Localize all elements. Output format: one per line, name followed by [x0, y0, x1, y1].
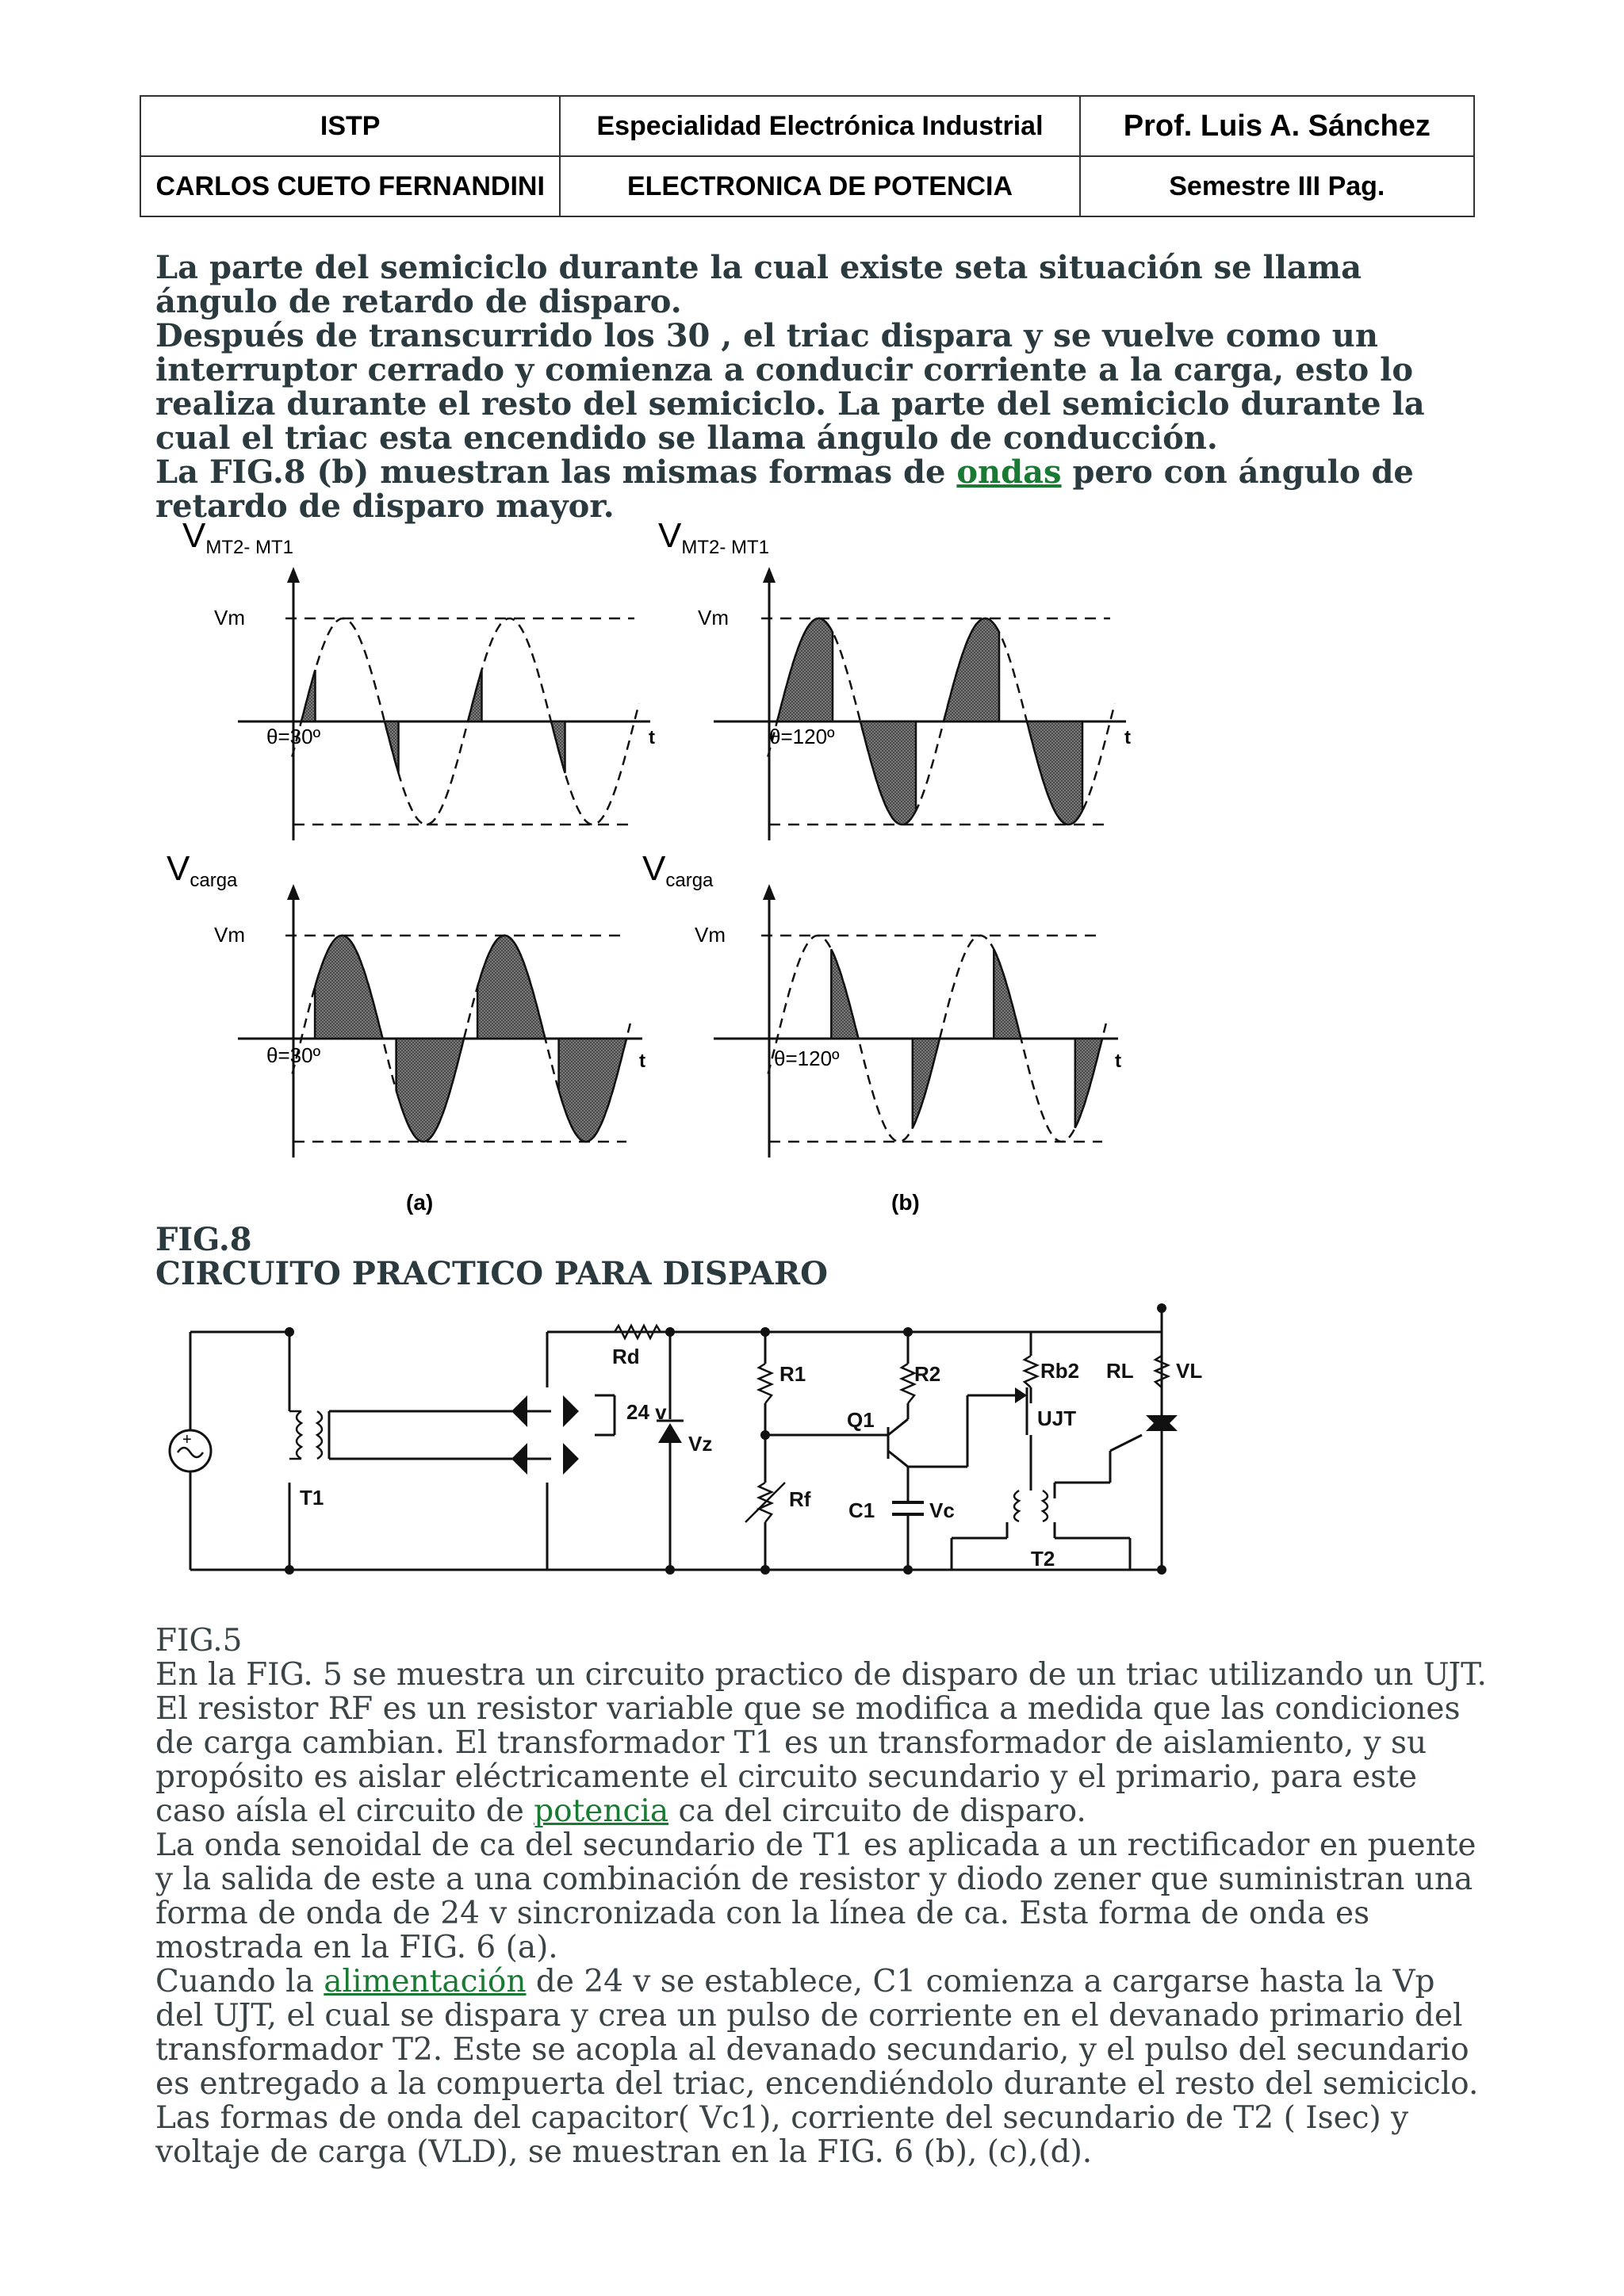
course: ELECTRONICA DE POTENCIA [560, 156, 1079, 216]
waveform-panel-vmt-a [238, 567, 650, 840]
fig5-p1-after: ca del circuito de disparo. [668, 1793, 1086, 1829]
potencia-link[interactable]: potencia [534, 1793, 669, 1829]
label-c1: C1 [848, 1498, 875, 1522]
theta-label-3: θ=30º [266, 1043, 321, 1067]
shaded-region [860, 721, 916, 825]
intro-p2: Después de transcurrido los 30 , el triac dispara y se vuelve como un interruptor cerrado y comienza a conducir corriente a la carga, esto lo realiza durante el resto del semiciclo. La parte del semiciclo durante la cual el triac esta encendido se llama ángulo de conducción. [155, 317, 1425, 457]
y-axis-arrow [287, 884, 300, 900]
y-axis-arrow [763, 884, 776, 900]
semester: Semestre III Pag. [1080, 156, 1474, 216]
circuit-section-title: CIRCUITO PRACTICO PARA DISPARO [155, 1255, 829, 1292]
shaded-region [913, 1039, 940, 1128]
ondas-link[interactable]: ondas [956, 453, 1062, 491]
fig5-p3-after: de 24 v se establece, C1 comienza a cargarse hasta la Vp del UJT, el cual se dispara y crea un pulso de corriente en el devanado primario del transformador T2. Este se acopla al devanado secundario, y el pulso del secundario es entregado a la compuerta del triac, encendiéndolo durante el resto del semiciclo. Las formas de onda del capacitor( Vc1), corriente del secundario de T2 ( Isec) y voltaje de carga (VLD), se muestran en la FIG. 6 (b), (c),(d). [155, 1964, 1479, 2170]
t-label-2: t [1124, 727, 1131, 748]
intro-p3-before: La FIG.8 (b) muestran las mismas formas de [155, 453, 957, 491]
fig8-title: FIG.8 [155, 1221, 252, 1258]
header-table [140, 95, 1475, 217]
label-rl: RL [1106, 1359, 1134, 1383]
y-axis-arrow [763, 567, 776, 583]
label-vc: Vc [929, 1498, 955, 1522]
fig5-p2: La onda senoidal de ca del secundario de T1 es aplicada a un rectificador en puente y la salida de este a una combinación de resistor y diodo zener que suministran una forma de onda de 24 v sincronizada con la línea de ca. Esta forma de onda es mostrada en la FIG. 6 (a). [155, 1827, 1477, 1965]
shaded-region [777, 618, 833, 721]
shaded-region [994, 949, 1021, 1039]
fig5-title: FIG.5 [155, 1623, 243, 1659]
vcarga-label-b: Vcarga [642, 849, 714, 891]
vcarga-label-a: Vcarga [167, 849, 238, 891]
intro-p3-after: pero con ángulo de retardo de disparo mayor. [155, 453, 1414, 525]
vm-label-2: Vm [698, 606, 729, 629]
t-label-3: t [639, 1050, 645, 1072]
intro-p3 [155, 455, 1488, 523]
fig5-p1 [155, 1658, 1488, 1828]
theta-label-2: θ=120º [769, 725, 835, 748]
vm-label-4: Vm [695, 923, 726, 947]
theta-label-4: θ=120º [774, 1047, 840, 1070]
fig8-waveforms [151, 523, 1166, 1221]
svg-text:+: + [182, 1431, 192, 1448]
label-rd: Rd [612, 1345, 640, 1368]
shaded-region [468, 670, 482, 721]
fig5-circuit [159, 1292, 1221, 1617]
label-r1: R1 [779, 1362, 806, 1386]
caption-a: (a) [406, 1190, 434, 1215]
waveform-panel-vcarga-b [714, 884, 1118, 1158]
label-24v: 24 v [626, 1400, 667, 1424]
fig5-p1-before: En la FIG. 5 se muestra un circuito practico de disparo de un triac utilizando un UJT. El resistor RF es un resistor variable que se modifica a medida que las condiciones de carga cambian. El transformador T1 es un transformador de aislamiento, y su propósito es aislar eléctricamente el circuito secundario y el primario, para este caso aísla el circuito de [155, 1657, 1487, 1829]
label-t2: T2 [1031, 1547, 1055, 1571]
fig5-text [155, 1624, 1488, 2169]
waveform-panel-vmt-b [714, 567, 1126, 840]
label-rf: Rf [789, 1487, 811, 1511]
professor: Prof. Luis A. Sánchez [1080, 96, 1474, 156]
vmt-label-a: VMT2- MT1 [182, 523, 294, 558]
fig5-p3-before: Cuando la [155, 1964, 324, 1999]
school: CARLOS CUETO FERNANDINI [140, 156, 560, 216]
intro-p1: La parte del semiciclo durante la cual existe seta situación se llama ángulo de retardo de disparo. [155, 249, 1362, 320]
fig5-p3 [155, 1965, 1488, 2169]
t-label-1: t [649, 727, 655, 748]
shaded-region [551, 721, 565, 773]
label-r2: R2 [914, 1362, 941, 1386]
shaded-region [1075, 1039, 1102, 1128]
label-t1: T1 [300, 1486, 324, 1510]
shaded-region [315, 936, 382, 1039]
label-ujt: UJT [1037, 1406, 1077, 1430]
label-vl: VL [1176, 1359, 1203, 1383]
label-rb2: Rb2 [1040, 1359, 1080, 1383]
shaded-region [385, 721, 399, 773]
y-axis-arrow [287, 567, 300, 583]
alimentacion-link[interactable]: alimentación [324, 1964, 527, 1999]
t-label-4: t [1115, 1050, 1121, 1072]
shaded-region [944, 618, 999, 721]
shaded-region [831, 949, 858, 1039]
fig8-titles [155, 1223, 1488, 1291]
waveform-panel-vcarga-a [238, 884, 642, 1158]
institute: ISTP [140, 96, 560, 156]
specialty: Especialidad Electrónica Industrial [560, 96, 1079, 156]
label-q1: Q1 [847, 1408, 875, 1432]
caption-b: (b) [891, 1190, 920, 1215]
theta-label-1: θ=30º [266, 725, 321, 748]
shaded-region [559, 1039, 626, 1142]
label-vz: Vz [688, 1432, 713, 1456]
shaded-region [396, 1039, 464, 1142]
vmt-label-b: VMT2- MT1 [658, 523, 770, 558]
vm-label-1: Vm [214, 606, 245, 629]
shaded-region [301, 670, 316, 721]
intro-paragraphs [155, 251, 1488, 523]
vm-label-3: Vm [214, 923, 245, 947]
shaded-region [1027, 721, 1082, 825]
shaded-region [477, 936, 545, 1039]
